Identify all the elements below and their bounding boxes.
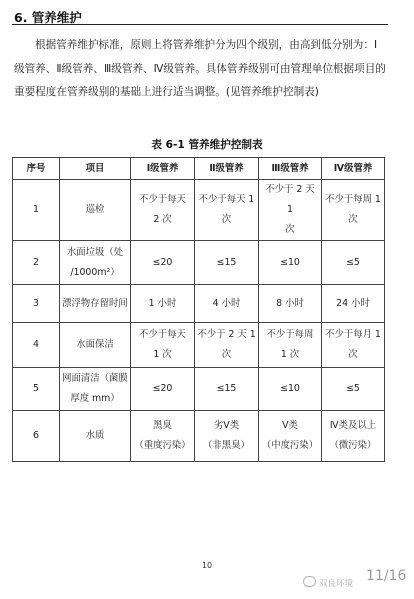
page-number: 10 [201, 561, 213, 570]
level-cell [322, 323, 385, 368]
cell-line: 次 [221, 349, 232, 360]
level-cell [195, 285, 259, 323]
header-cell: 项目 [60, 158, 131, 180]
cell-line: 2 次 [153, 214, 172, 225]
cell-line: （中度污染） [261, 440, 319, 451]
table-row [13, 241, 385, 285]
level-cell [259, 241, 322, 285]
cell-line: 次 [285, 224, 295, 235]
cell-line: ≤15 [216, 256, 237, 268]
cell-line: ≤20 [152, 383, 173, 394]
cell-line: 次 [221, 214, 232, 225]
item-cell [60, 368, 131, 411]
item-cell [60, 241, 131, 285]
row-number-cell: 4 [13, 323, 60, 368]
cell-line: 漂浮物存留时间 [62, 297, 128, 309]
item-cell [60, 285, 131, 323]
header-cell: Ⅱ级管养 [195, 158, 259, 180]
level-cell [195, 323, 259, 368]
header-cell: 序号 [13, 158, 60, 180]
row-number-cell: 5 [13, 368, 60, 411]
level-cell [195, 368, 259, 411]
heading-underline [12, 24, 388, 25]
level-cell [259, 285, 322, 323]
cell-line: 不少于每天 [139, 329, 186, 340]
watermark: 双良环境 [303, 576, 353, 589]
cell-line: 水面垃圾（处 [66, 246, 124, 258]
wechat-icon [303, 576, 316, 587]
cell-line: ≤10 [280, 383, 300, 394]
cell-line: 不少于每月 1 [325, 329, 381, 340]
cell-line: 不少于每周 1 [325, 194, 381, 205]
cell-line: ≤15 [216, 383, 237, 394]
cell-line: 不少于每天 1 [198, 194, 255, 205]
level-cell [259, 180, 322, 241]
header-cell: Ⅲ级管养 [259, 158, 322, 180]
cell-line: ≤20 [152, 256, 173, 268]
level-cell [195, 180, 259, 241]
row-number-cell: 2 [13, 241, 60, 285]
cell-line: 巡检 [85, 204, 105, 215]
level-cell [195, 411, 259, 462]
header-cell: Ⅰ级管养 [131, 158, 195, 180]
table-row [13, 411, 385, 462]
cell-line: 网面清洁（菌膜 [62, 373, 128, 384]
level-cell [131, 285, 195, 323]
cell-line: 黑臭 [153, 420, 172, 431]
item-cell [60, 411, 131, 462]
cell-line: 不少于 2 天 1 [265, 184, 315, 215]
item-cell [60, 323, 131, 368]
cell-line: 不少于 2 天 1 [197, 329, 256, 340]
body-paragraph: 根据管养维护标准，原则上将管养维护分为四个级别，由高到低分别为：Ⅰ级管养、Ⅱ级管养、Ⅲ级管养、Ⅳ级管养。具体管养级别可由管理单位根据项目的重要程度在管养级别的基础上进行适当调整。(见管养维护控制表) [14, 39, 386, 98]
cell-line: （微污染） [329, 440, 377, 451]
table-row [13, 368, 385, 411]
cell-line: 24 小时 [336, 297, 370, 309]
cell-line: 厚度 mm） [70, 393, 120, 404]
maintenance-control-table [12, 157, 385, 462]
table-header-row [13, 158, 385, 180]
cell-line: （非黑臭） [203, 440, 250, 451]
level-cell [259, 323, 322, 368]
cell-line: 不少于每天 [139, 194, 186, 205]
level-cell [131, 411, 195, 462]
table-row [13, 323, 385, 368]
level-cell [131, 368, 195, 411]
cell-line: （重度污染） [134, 440, 191, 451]
level-cell [195, 241, 259, 285]
cell-line: 水质 [85, 430, 105, 441]
cell-line: ≤10 [280, 256, 300, 268]
cell-line: 4 小时 [212, 297, 241, 309]
level-cell [322, 241, 385, 285]
cell-line: 8 小时 [276, 297, 304, 309]
page-indicator: 11/16 [366, 568, 407, 584]
level-cell [322, 411, 385, 462]
table-row [13, 285, 385, 323]
cell-line: 1 小时 [148, 297, 177, 309]
cell-line: 不少于每周 [266, 329, 314, 340]
cell-line: 次 [348, 214, 358, 225]
level-cell [131, 180, 195, 241]
cell-line: Ⅳ类及以上 [329, 420, 377, 431]
table-caption: 表 6-1 管养维护控制表 [151, 139, 263, 151]
cell-line: 1 次 [280, 349, 300, 360]
cell-line: 次 [348, 349, 358, 360]
cell-line: 水面保洁 [76, 339, 114, 350]
level-cell [131, 241, 195, 285]
section-heading: 6. 管养维护 [14, 10, 82, 25]
cell-line: ≤5 [346, 256, 360, 268]
cell-line: 劣Ⅴ类 [213, 420, 240, 431]
level-cell [131, 323, 195, 368]
row-number-cell: 1 [13, 180, 60, 241]
level-cell [322, 285, 385, 323]
header-cell: Ⅳ级管养 [322, 158, 385, 180]
level-cell [322, 180, 385, 241]
cell-line: Ⅴ类 [282, 420, 298, 431]
cell-line: 1 次 [153, 349, 172, 360]
table-row [13, 180, 385, 241]
item-cell [60, 180, 131, 241]
cell-line: /1000m²） [70, 266, 120, 278]
row-number-cell: 3 [13, 285, 60, 323]
cell-line: ≤5 [346, 383, 360, 394]
level-cell [322, 368, 385, 411]
row-number-cell: 6 [13, 411, 60, 462]
level-cell [259, 411, 322, 462]
level-cell [259, 368, 322, 411]
